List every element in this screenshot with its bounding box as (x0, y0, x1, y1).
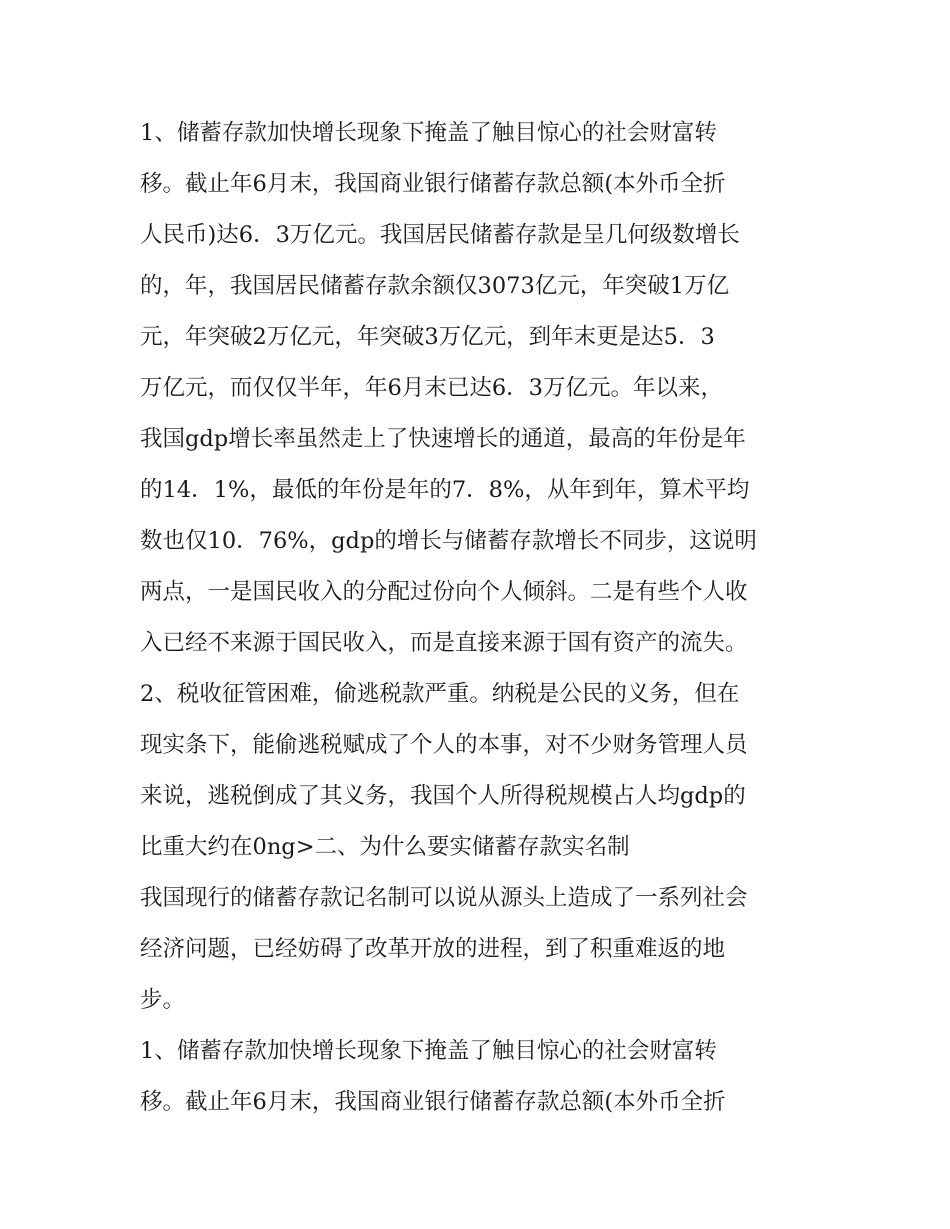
text-line: 现实条下，能偷逃税赋成了个人的本事，对不少财务管理人员 (140, 732, 748, 758)
text-line: 比重大约在0ng>二、为什么要实储蓄存款实名制 (140, 834, 630, 860)
text-line: 数也仅10．76%，gdp的增长与储蓄存款增长不同步，这说明 (140, 528, 757, 554)
document-body (140, 108, 820, 1128)
text-line: 我国gdp增长率虽然走上了快速增长的通道，最高的年份是年 (140, 426, 746, 452)
text-line: 万亿元，而仅仅半年，年6月末已达6．3万亿元。年以来， (140, 375, 723, 401)
text-line: 入已经不来源于国民收入，而是直接来源于国有资产的流失。 (140, 630, 748, 656)
text-line: 移。截止年6月末，我国商业银行储蓄存款总额(本外币全折 (140, 1089, 726, 1115)
text-line: 的，年，我国居民储蓄存款余额仅3073亿元，年突破1万亿 (140, 273, 730, 299)
text-line: 1、储蓄存款加快增长现象下掩盖了触目惊心的社会财富转 (140, 120, 717, 146)
text-line: 的14．1%，最低的年份是年的7．8%，从年到年，算术平均 (140, 477, 750, 503)
text-line: 元，年突破2万亿元，年突破3万亿元，到年末更是达5．3 (140, 324, 715, 350)
text-line: 经济问题，已经妨碍了改革开放的进程，到了积重难返的地 (140, 936, 726, 962)
text-line: 我国现行的储蓄存款记名制可以说从源头上造成了一系列社会 (140, 885, 748, 911)
text-line: 人民币)达6．3万亿元。我国居民储蓄存款是呈几何级数增长 (140, 222, 740, 248)
text-line: 2、税收征管困难，偷逃税款严重。纳税是公民的义务，但在 (140, 681, 740, 707)
text-line: 两点，一是国民收入的分配过份向个人倾斜。二是有些个人收 (140, 579, 748, 605)
text-line: 来说，逃税倒成了其义务，我国个人所得税规模占人均gdp的 (140, 783, 746, 809)
text-line: 步。 (140, 987, 186, 1013)
text-line: 移。截止年6月末，我国商业银行储蓄存款总额(本外币全折 (140, 171, 726, 197)
text-line: 1、储蓄存款加快增长现象下掩盖了触目惊心的社会财富转 (140, 1038, 717, 1064)
